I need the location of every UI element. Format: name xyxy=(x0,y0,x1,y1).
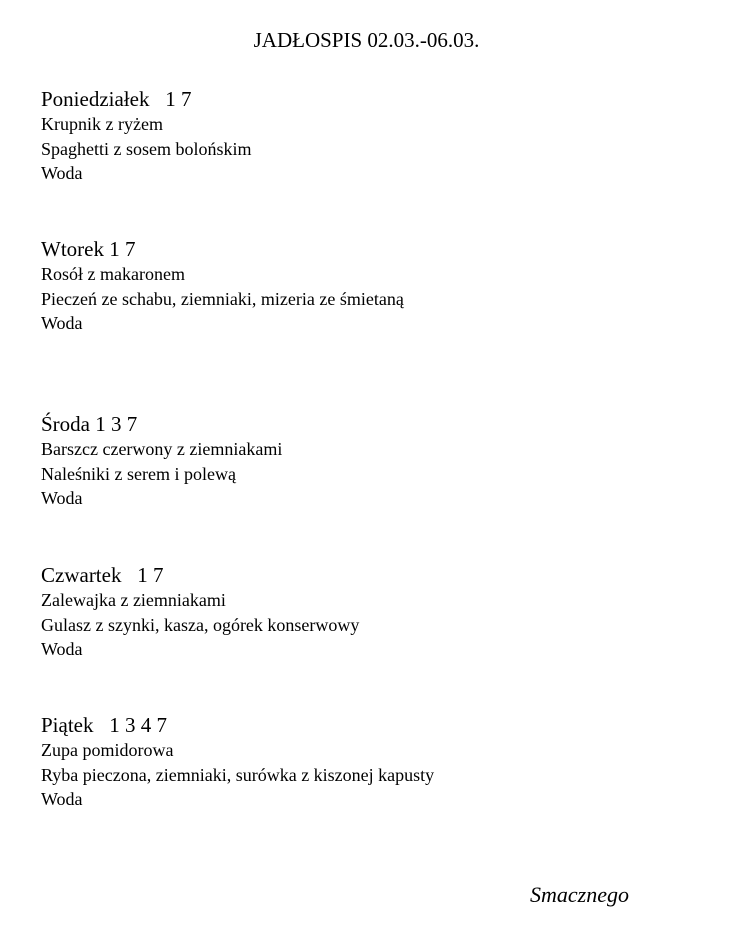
menu-title: JADŁOSPIS 02.03.-06.03. xyxy=(253,28,480,52)
soup-item: Rosół z makaronem xyxy=(41,264,185,284)
drink-item: Woda xyxy=(41,639,83,659)
main-course-item: Pieczeń ze schabu, ziemniaki, mizeria ze śmietaną xyxy=(41,288,404,309)
day-section-friday xyxy=(41,712,701,812)
drink-item: Woda xyxy=(41,488,83,508)
day-section-monday xyxy=(41,86,701,186)
drink-item: Woda xyxy=(41,313,83,333)
soup-item: Zupa pomidorowa xyxy=(41,740,174,760)
day-section-tuesday xyxy=(41,236,701,336)
day-heading: Poniedziałek 1 7 xyxy=(41,87,192,111)
main-course-item: Ryba pieczona, ziemniaki, surówka z kiszonej kapusty xyxy=(41,764,435,785)
drink-item: Woda xyxy=(41,789,83,809)
main-course-item: Spaghetti z sosem bolońskim xyxy=(41,138,252,159)
main-course-item: Naleśniki z serem i polewą xyxy=(41,463,236,484)
drink-item: Woda xyxy=(41,163,83,183)
day-heading: Środa 1 3 7 xyxy=(41,412,138,436)
soup-item: Zalewajka z ziemniakami xyxy=(41,590,226,610)
day-heading: Wtorek 1 7 xyxy=(41,237,136,261)
day-heading: Piątek 1 3 4 7 xyxy=(41,713,167,737)
soup-item: Krupnik z ryżem xyxy=(41,114,163,134)
soup-item: Barszcz czerwony z ziemniakami xyxy=(41,439,283,459)
day-section-thursday xyxy=(41,562,701,662)
main-course-item: Gulasz z szynki, kasza, ogórek konserwowy xyxy=(41,614,360,635)
day-section-wednesday xyxy=(41,411,701,511)
closing-greeting: Smacznego xyxy=(530,882,629,907)
day-heading: Czwartek 1 7 xyxy=(41,563,164,587)
